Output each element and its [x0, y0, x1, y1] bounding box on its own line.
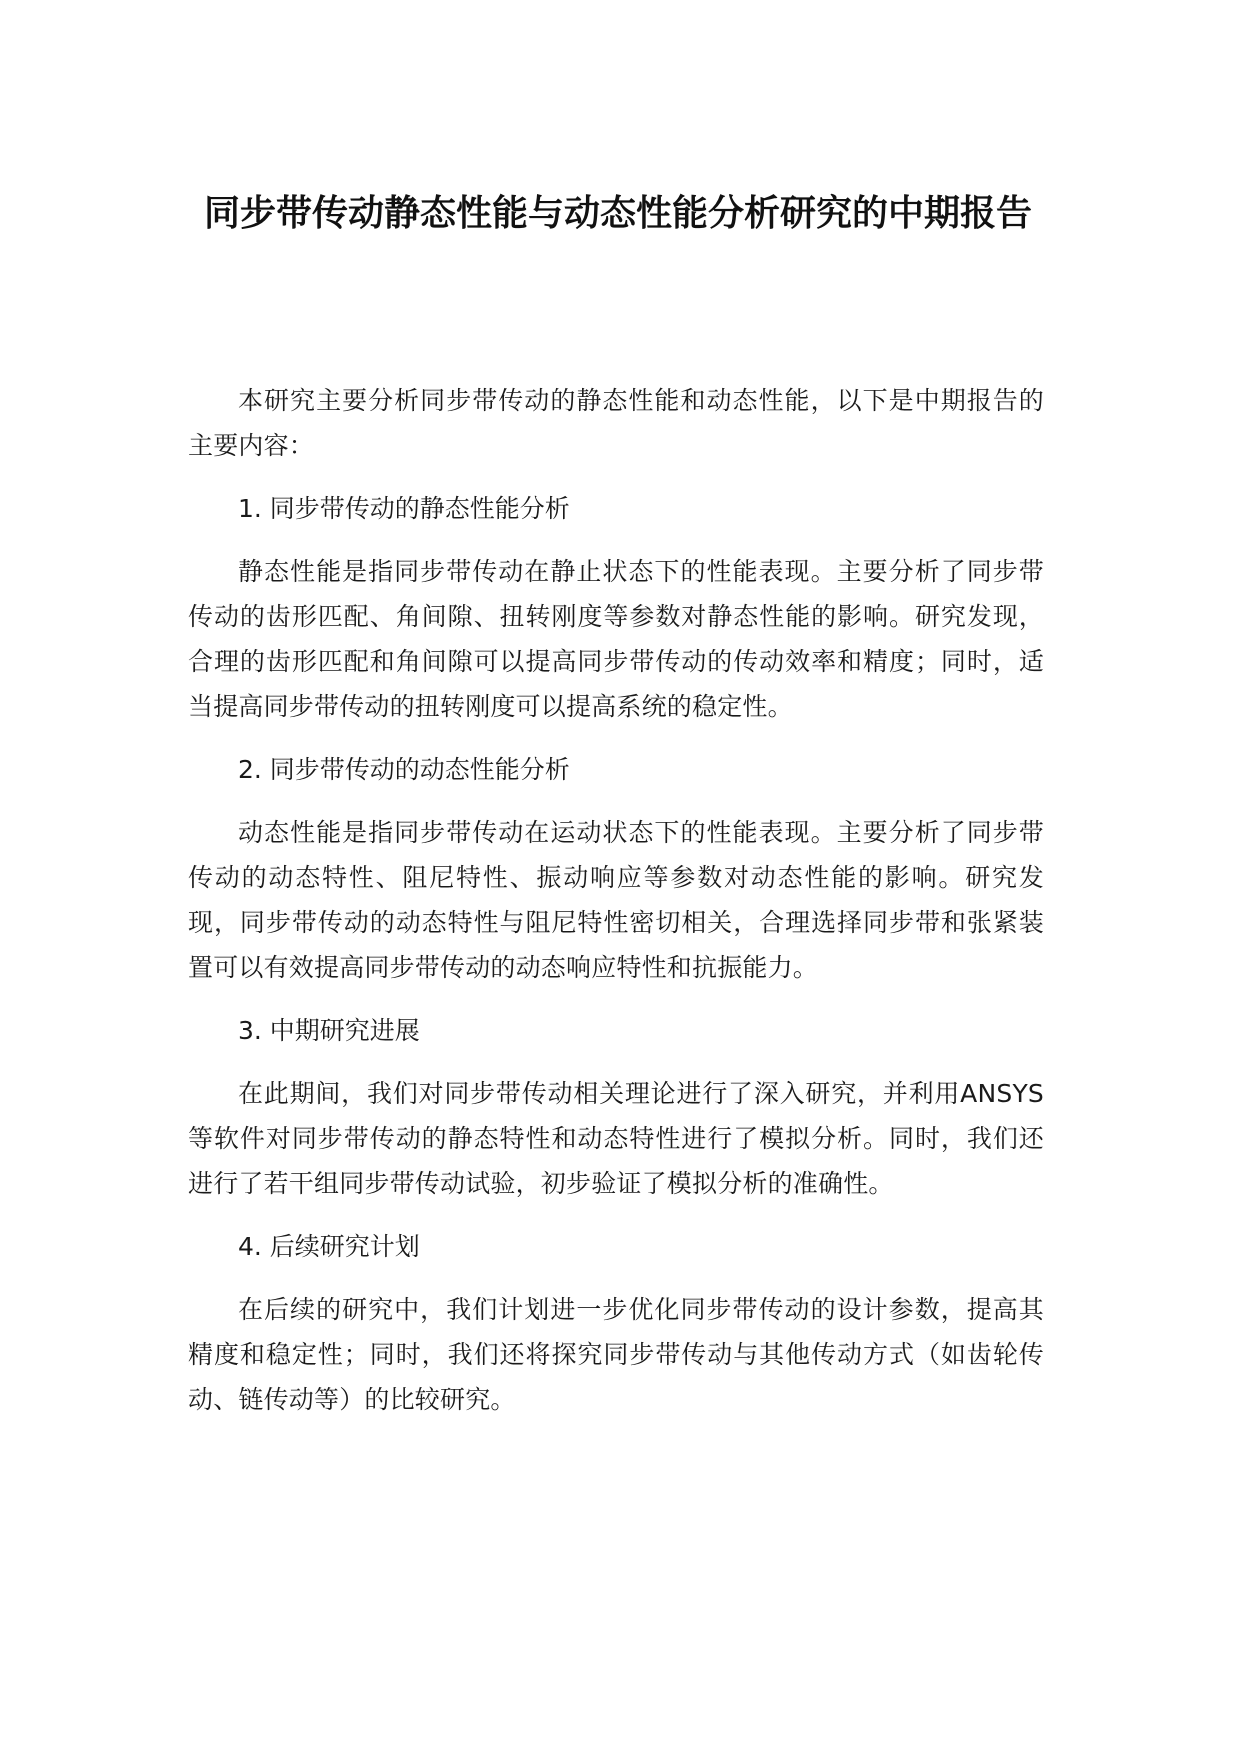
- section-heading-dynamic-analysis: 2. 同步带传动的动态性能分析: [238, 755, 570, 784]
- section-text-future-plan: 在后续的研究中，我们计划进一步优化同步带传动的设计参数，提高其精度和稳定性；同时，我们还将探究同步带传动与其他传动方式（如齿轮传动、链传动等）的比较研究。: [188, 1295, 1044, 1414]
- document-body: [188, 378, 1044, 1440]
- section-text-static-analysis: 静态性能是指同步带传动在静止状态下的性能表现。主要分析了同步带传动的齿形匹配、角间隙、扭转刚度等参数对静态性能的影响。研究发现，合理的齿形匹配和角间隙可以提高同步带传动的传动效率和精度；同时，适当提高同步带传动的扭转刚度可以提高系统的稳定性。: [188, 557, 1044, 721]
- section-text-midterm-progress: 在此期间，我们对同步带传动相关理论进行了深入研究，并利用ANSYS 等软件对同步带传动的静态特性和动态特性进行了模拟分析。同时，我们还进行了若干组同步带传动试验，初步验证了模拟分析的准确性。: [188, 1079, 1044, 1198]
- section-heading-future-plan: 4. 后续研究计划: [238, 1232, 420, 1261]
- intro-paragraph: 本研究主要分析同步带传动的静态性能和动态性能，以下是中期报告的主要内容：: [188, 386, 1044, 460]
- document-title: 同步带传动静态性能与动态性能分析研究的中期报告: [203, 193, 1032, 234]
- section-text-dynamic-analysis: 动态性能是指同步带传动在运动状态下的性能表现。主要分析了同步带传动的动态特性、阻尼特性、振动响应等参数对动态性能的影响。研究发现，同步带传动的动态特性与阻尼特性密切相关，合理选择同步带和张紧装置可以有效提高同步带传动的动态响应特性和抗振能力。: [188, 818, 1044, 982]
- section-heading-static-analysis: 1. 同步带传动的静态性能分析: [238, 494, 570, 523]
- section-heading-midterm-progress: 3. 中期研究进展: [238, 1016, 420, 1045]
